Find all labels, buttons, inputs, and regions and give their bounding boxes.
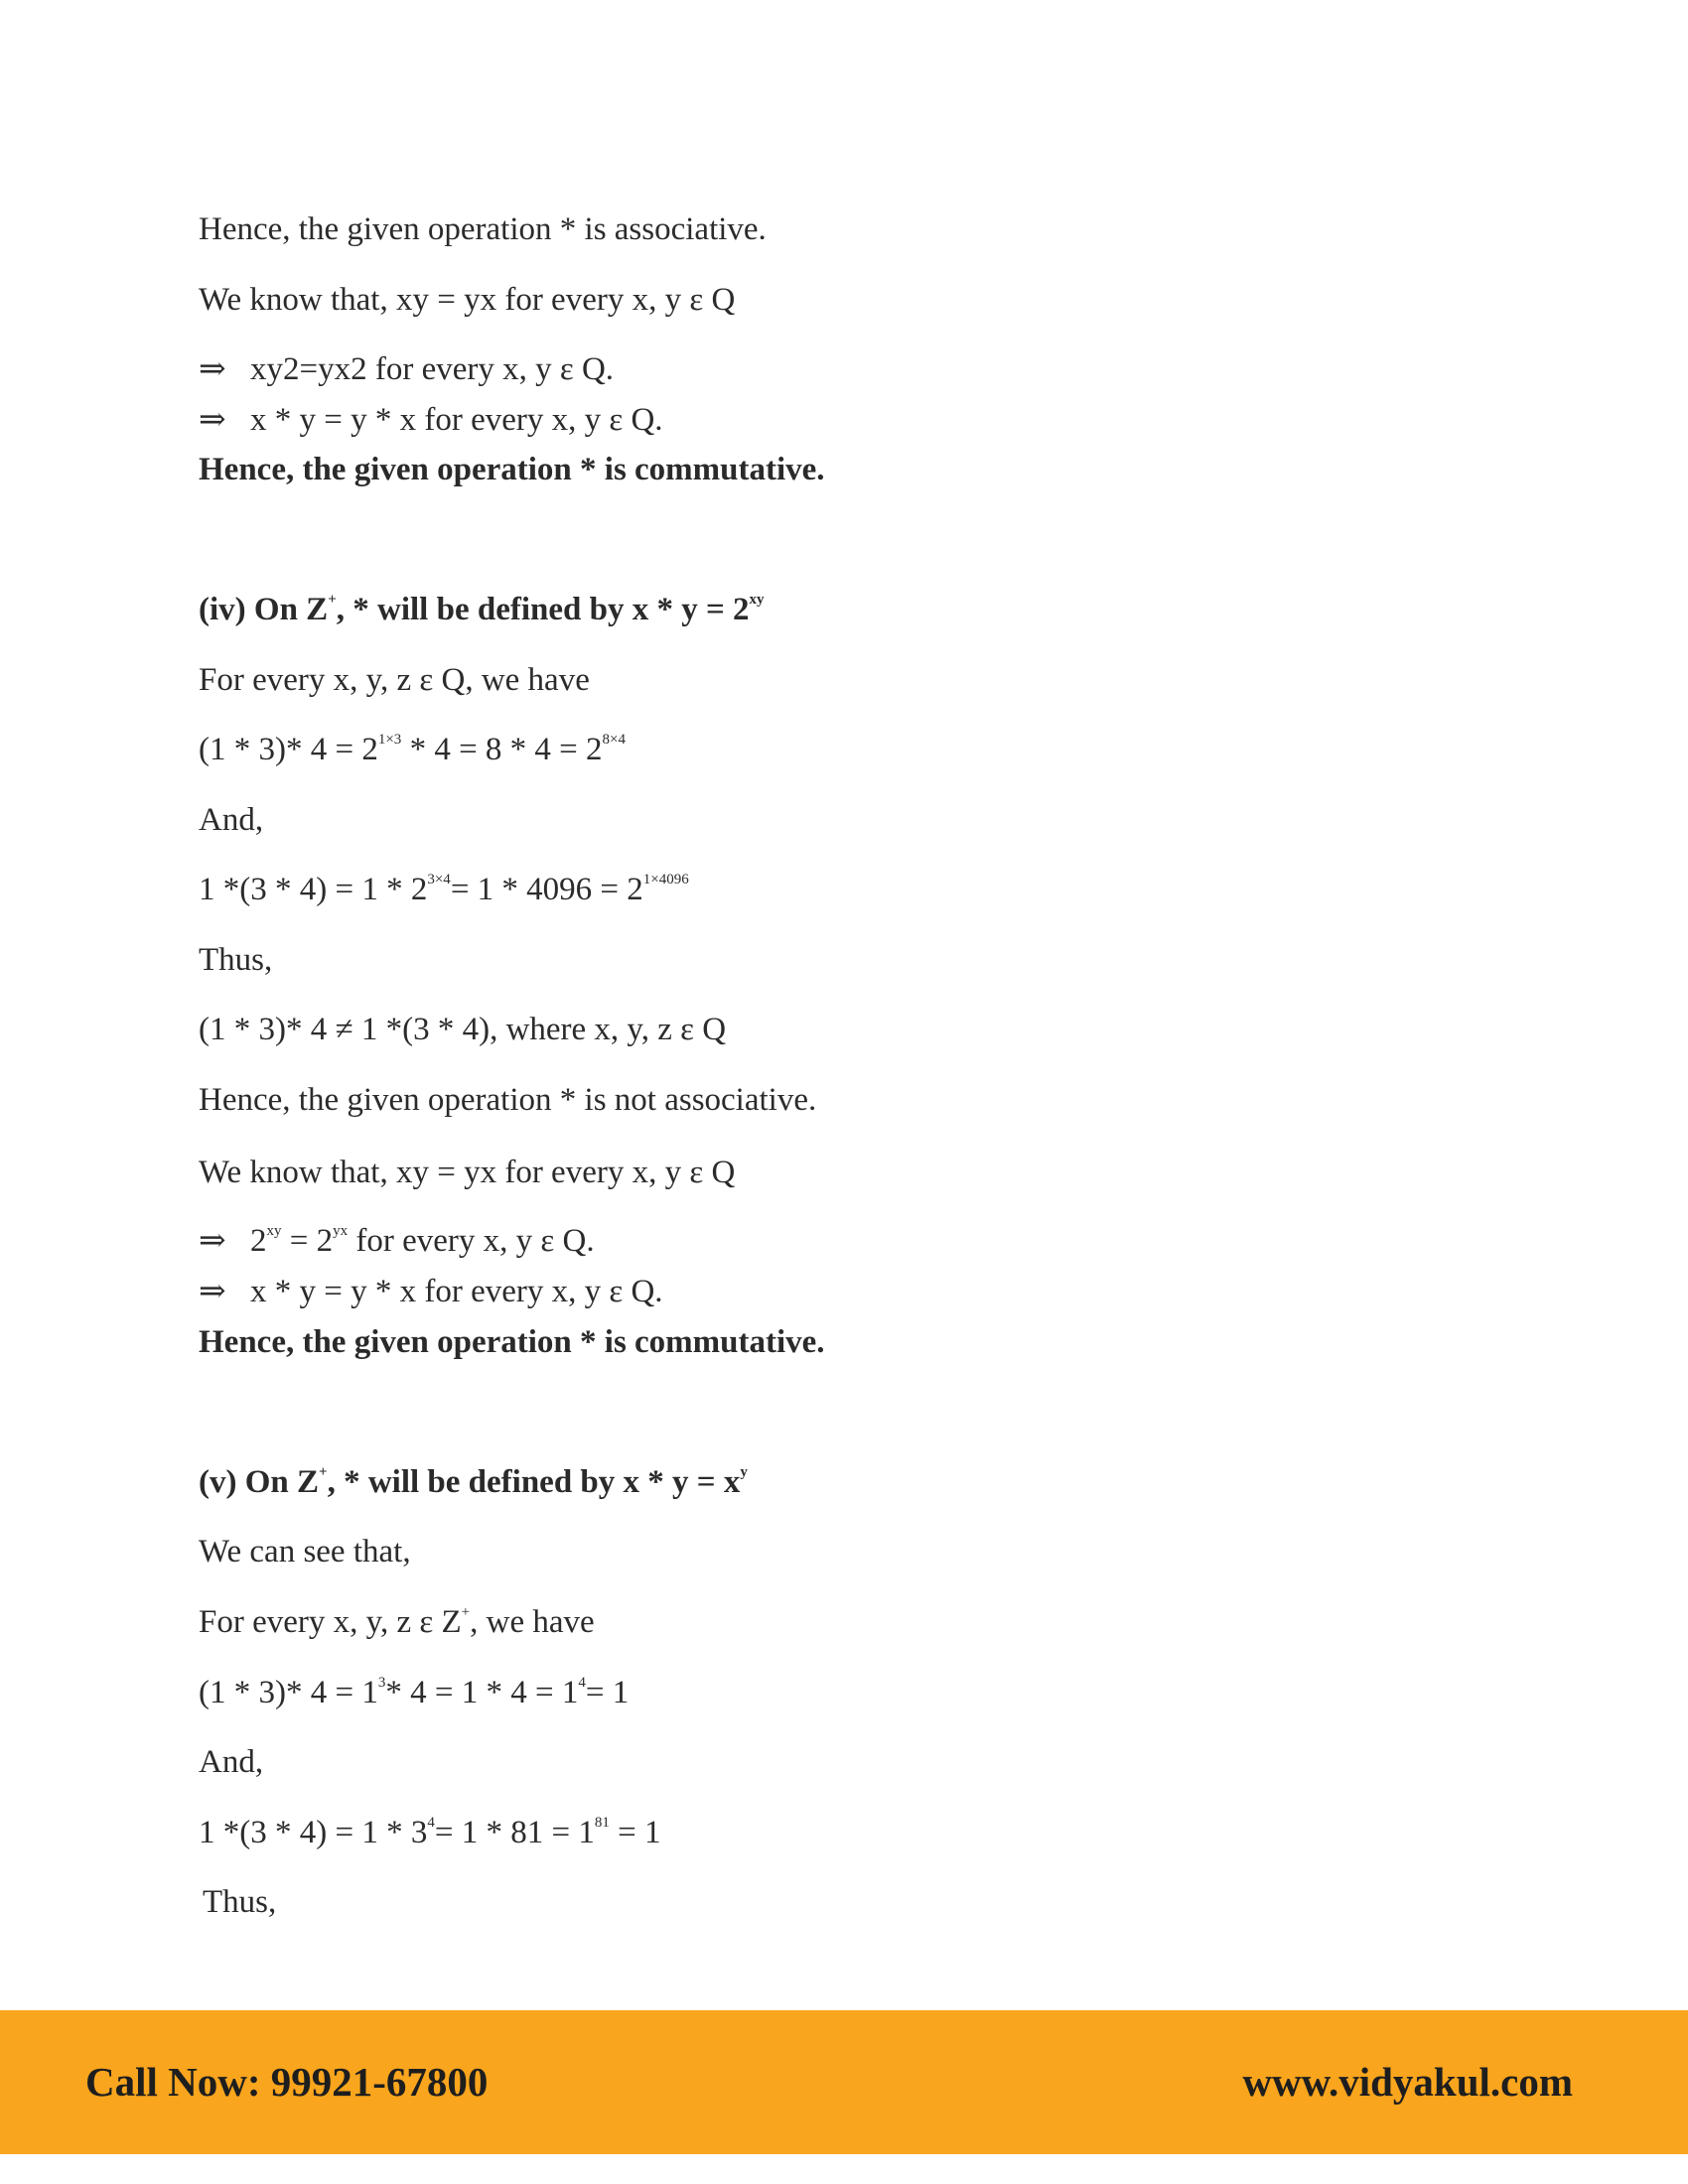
implication-line: ⇒ xy2=yx2 for every x, y ε Q. bbox=[199, 351, 615, 387]
part-iv-heading: (iv) On Z+, * will be defined by $x * y = 2^{xy}$ bbox=[199, 592, 765, 627]
part-iv-and: And, bbox=[199, 802, 264, 838]
commutative-conclusion: Hence, the given operation * is commutative. bbox=[199, 452, 825, 487]
implication-line: ⇒ x * y = y * x for every x, y ε Q. bbox=[199, 1274, 663, 1309]
part-iv-commutative-premise: We know that, xy = yx for every x, y ε Q bbox=[199, 1155, 736, 1190]
implies-arrow: ⇒ bbox=[199, 402, 226, 438]
part-v-and: And, bbox=[199, 1744, 264, 1780]
part-iv-intro: For every x, y, z ε Q, we have bbox=[199, 662, 590, 698]
associative-conclusion: Hence, the given operation * is associative. bbox=[199, 211, 767, 247]
footer-banner bbox=[0, 2010, 1688, 2154]
part-iv-thus: Thus, bbox=[199, 942, 273, 978]
part-v-intro: We can see that, bbox=[199, 1534, 411, 1570]
part-iv-conclusion: Hence, the given operation * is commutative. bbox=[199, 1324, 825, 1360]
part-iv-equation-2: 1 $*(3 * 4) = 1 * 2^{3\times 4}= 1 * 4096 = 2^{1\times 4096}$ bbox=[199, 872, 689, 907]
implies-arrow: ⇒ bbox=[199, 351, 226, 387]
implication-line: ⇒ $2^{xy} = 2^{yx}$ for every x, y ε Q. bbox=[199, 1223, 595, 1259]
part-iv-inequality: (1 * 3)* 4 ≠ 1 *(3 * 4), where x, y, z ε Q bbox=[199, 1012, 727, 1047]
part-iv-not-associative: Hence, the given operation * is not associative. bbox=[199, 1082, 817, 1118]
part-v-for-every: For every x, y, z ε Z+, we have bbox=[199, 1604, 595, 1640]
part-iv-equation-1: (1 * 3)* $4 = 2^{1\times 3} * 4 = 8 * 4 = 2^{8\times 4}$ bbox=[199, 732, 627, 767]
implication-line: ⇒ x * y = y * x for every x, y ε Q. bbox=[199, 402, 663, 438]
part-v-equation-1: (1 * 3)* $4 = 1^3*$ $4 = 1 * 4 = 1^4= 1$ bbox=[199, 1675, 630, 1710]
part-v-thus: Thus, bbox=[203, 1884, 277, 1920]
commutative-premise: We know that, xy = yx for every x, y ε Q bbox=[199, 282, 736, 318]
call-now-text: Call Now: 99921-67800 bbox=[85, 2059, 489, 2105]
website-link[interactable]: www.vidyakul.com bbox=[1242, 2059, 1573, 2105]
part-v-heading: (v) On Z+, * will be defined by $x * y = x^y$ bbox=[199, 1464, 748, 1500]
part-v-equation-2: 1 $*(3 * 4) = 1 * 3^4= 1 * 81 = 1^{81} = 1$ bbox=[199, 1815, 661, 1850]
implies-arrow: ⇒ bbox=[199, 1274, 226, 1309]
implies-arrow: ⇒ bbox=[199, 1223, 226, 1259]
